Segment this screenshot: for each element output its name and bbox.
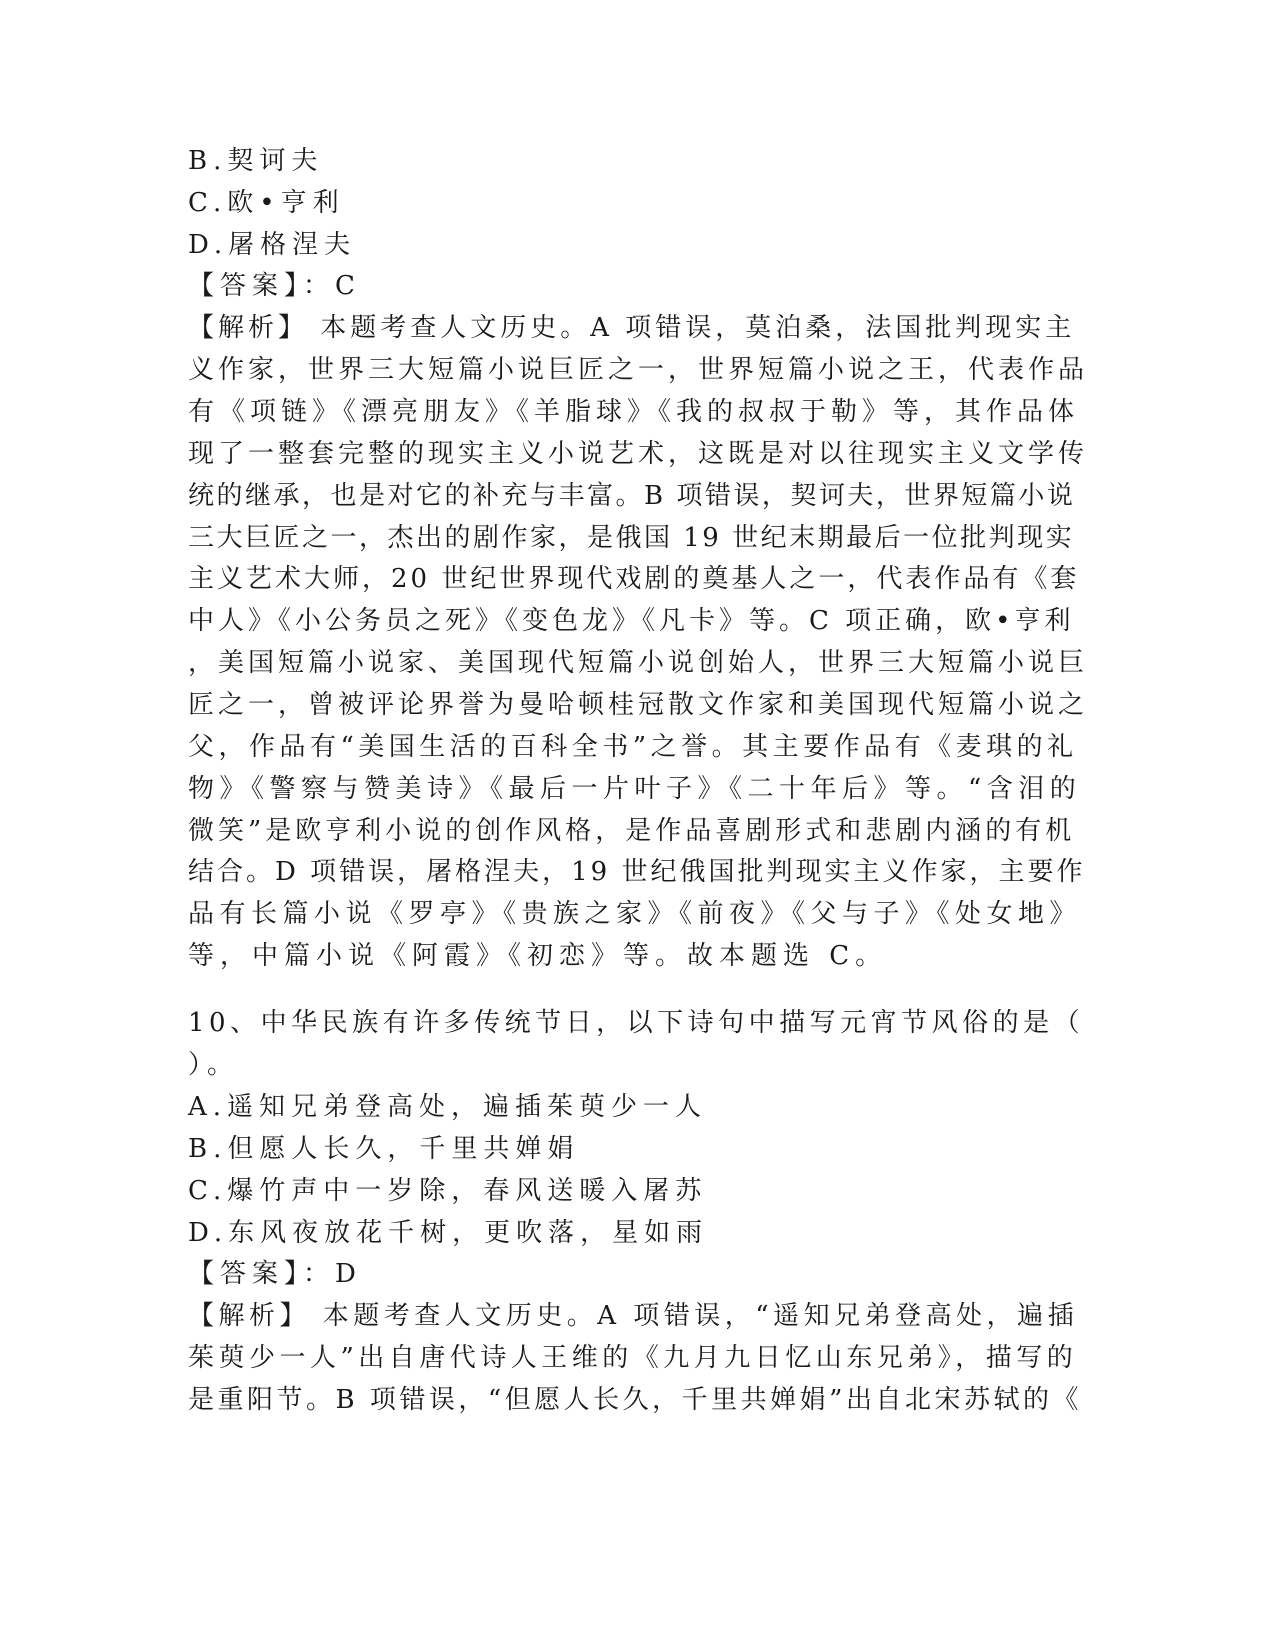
q10-analysis-line: 【解析】 本题考查人文历史。A 项错误，“遥知兄弟登高处，遍插 xyxy=(188,1301,1079,1331)
q10-question-line: 10、中华民族有许多传统节日，以下诗句中描写元宵节风俗的是（ xyxy=(188,1008,1085,1038)
q9-analysis-line: 三大巨匠之一，杰出的剧作家，是俄国 19 世纪末期最后一位批判现实 xyxy=(188,523,1075,553)
q9-option-d: D.屠格涅夫 xyxy=(188,230,357,260)
q10-analysis-line: 茱萸少一人”出自唐代诗人王维的《九月九日忆山东兄弟》，描写的 xyxy=(188,1343,1078,1373)
q9-analysis-line: 主义艺术大师，20 世纪世界现代戏剧的奠基人之一，代表作品有《套 xyxy=(188,564,1080,594)
q9-option-b: B.契诃夫 xyxy=(188,146,324,176)
q10-analysis-line: 是重阳节。B 项错误，“但愿人长久，千里共婵娟”出自北宋苏轼的《 xyxy=(188,1385,1082,1415)
q9-analysis-line: 物》《警察与赞美诗》《最后一片叶子》《二十年后》等。“含泪的 xyxy=(188,774,1082,804)
q10-option-d: D.东风夜放花千树，更吹落，星如雨 xyxy=(188,1218,709,1248)
q9-analysis-line: 父，作品有“美国生活的百科全书”之誉。其主要作品有《麦琪的礼 xyxy=(188,732,1078,762)
q9-answer: 【答案】：C xyxy=(188,271,361,301)
q9-analysis-line: 微笑”是欧亨利小说的创作风格，是作品喜剧形式和悲剧内涵的有机 xyxy=(188,816,1076,846)
q9-analysis-line: 现了一整套完整的现实主义小说艺术，这既是对以往现实主义文学传 xyxy=(188,439,1089,469)
q9-analysis-line: 匠之一，曾被评论界誉为曼哈顿桂冠散文作家和美国现代短篇小说之 xyxy=(188,690,1089,720)
q9-analysis-line: 【解析】 本题考查人文历史。A 项错误，莫泊桑，法国批判现实主 xyxy=(188,313,1076,343)
q9-option-c: C.欧•亨利 xyxy=(188,188,345,218)
q9-analysis-line: 统的继承，也是对它的补充与丰富。B 项错误，契诃夫，世界短篇小说 xyxy=(188,481,1076,511)
q9-analysis-line: 结合。D 项错误，屠格涅夫，19 世纪俄国批判现实主义作家，主要作 xyxy=(188,857,1086,887)
q10-option-a: A.遥知兄弟登高处，遍插茱萸少一人 xyxy=(188,1092,708,1122)
q10-answer: 【答案】：D xyxy=(188,1259,362,1289)
q9-analysis-line: 义作家，世界三大短篇小说巨匠之一，世界短篇小说之王，代表作品 xyxy=(188,355,1089,385)
q9-analysis-line: 等，中篇小说《阿霞》《初恋》等。故本题选 C。 xyxy=(188,941,888,971)
q9-analysis-line: ，美国短篇小说家、美国现代短篇小说创始人，世界三大短篇小说巨 xyxy=(188,648,1089,678)
q9-analysis-line: 品有长篇小说《罗亭》《贵族之家》《前夜》《父与子》《处女地》 xyxy=(188,899,1082,929)
q10-option-b: B.但愿人长久，千里共婵娟 xyxy=(188,1134,580,1164)
q10-question-line: ）。 xyxy=(188,1050,240,1080)
q9-analysis-line: 有《项链》《漂亮朋友》《羊脂球》《我的叔叔于勒》等，其作品体 xyxy=(188,397,1080,427)
q10-option-c: C.爆竹声中一岁除，春风送暖入屠苏 xyxy=(188,1176,708,1206)
q9-analysis-line: 中人》《小公务员之死》《变色龙》《凡卡》等。C 项正确，欧•亨利 xyxy=(188,606,1075,636)
